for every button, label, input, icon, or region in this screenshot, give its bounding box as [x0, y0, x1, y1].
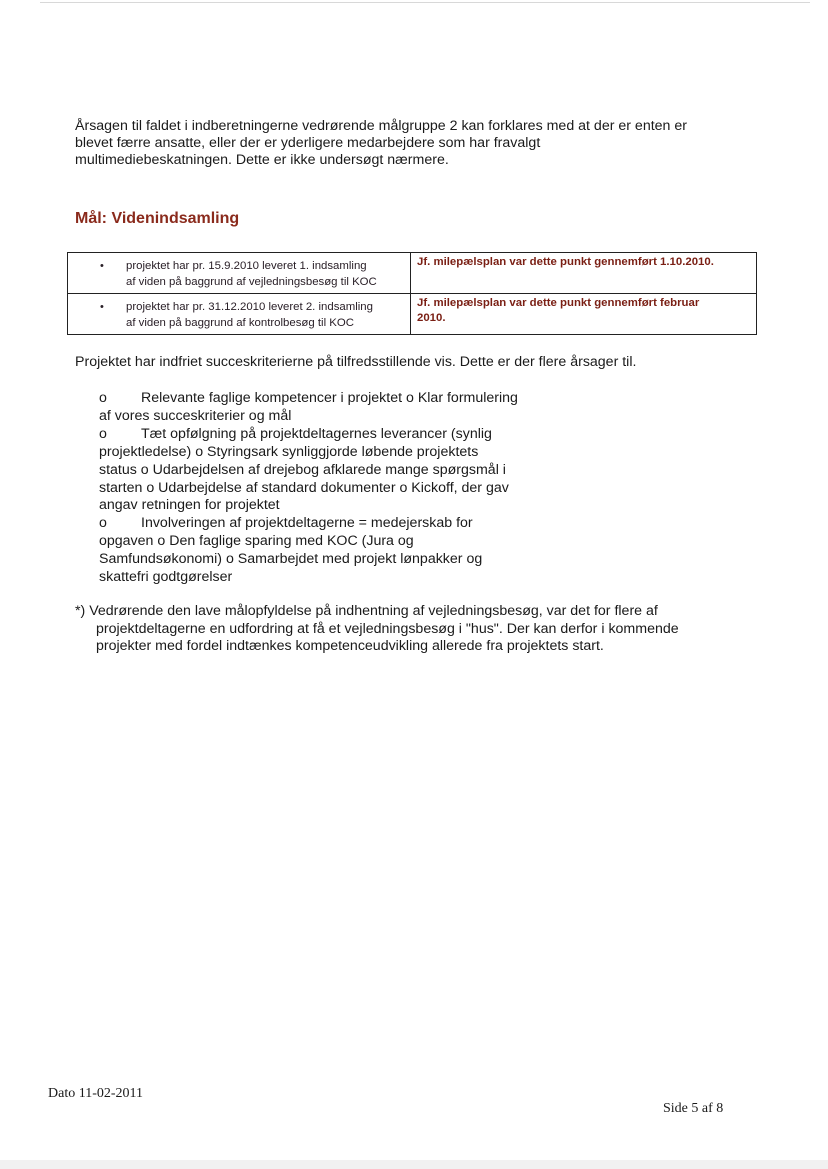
top-edge-line: [40, 2, 810, 3]
cell-text-line: projektet har pr. 31.12.2010 leveret 2. indsamling: [126, 301, 373, 313]
intro-line: Årsagen til faldet i indberetningerne vedrørende målgruppe 2 kan forklares med at der er enten er: [75, 118, 687, 134]
cell-text-line: Jf. milepælsplan var dette punkt gennemført 1.10.2010.: [417, 256, 714, 268]
list-marker: o: [99, 515, 107, 532]
list-line: [99, 569, 559, 587]
section-heading: Mål: Videnindsamling: [75, 210, 240, 227]
bullet-item: [68, 253, 410, 290]
intro-line: multimediebeskatningen. Dette er ikke undersøgt nærmere.: [75, 152, 449, 168]
footnote-line: projekter med fordel indtænkes kompetenceudvikling allerede fra projektets start.: [96, 638, 604, 654]
list-line-text: starten o Udarbejdelse af standard dokumenter o Kickoff, der gav: [99, 479, 509, 496]
list-line-text: Involveringen af projektdeltagerne = medejerskab for: [141, 515, 473, 532]
cell-text-line: Jf. milepælsplan var dette punkt gennemført februar: [417, 297, 700, 309]
list-line-text: skattefri godtgørelser: [99, 569, 233, 586]
list-line-text: Tæt opfølgning på projektdeltagernes leverancer (synlig: [141, 425, 492, 442]
footnote-line: projektdeltagerne en udfordring at få et vejledningsbesøg i "hus". Der kan derfor i kommende: [96, 620, 679, 637]
list-line: [99, 426, 559, 444]
footnote-line: *) Vedrørende den lave målopfyldelse på indhentning af vejledningsbesøg, var det for flere af: [75, 603, 658, 619]
list-line-text: angav retningen for projektet: [99, 497, 280, 514]
table-cell-delivery: [68, 294, 411, 335]
bullet-marker: •: [100, 260, 104, 272]
list-marker: o: [99, 425, 107, 442]
list-line-text: projektledelse) o Styringsark synliggjorde løbende projektets: [99, 443, 479, 460]
cell-text-line: 2010.: [417, 312, 446, 324]
list-line: [99, 390, 559, 408]
milestone-table: [67, 252, 757, 335]
cell-text-line: af viden på baggrund af vejledningsbesøg til KOC: [126, 276, 377, 288]
table-row: [68, 253, 757, 294]
table-row: [68, 294, 757, 335]
list-line-text: Samfundsøkonomi) o Samarbejdet med projekt lønpakker og: [99, 551, 483, 568]
bullet-item: [68, 294, 410, 331]
list-marker: o: [99, 390, 107, 406]
cell-text-line: projektet har pr. 15.9.2010 leveret 1. indsamling: [126, 260, 367, 272]
table-cell-milestone: [411, 294, 757, 335]
bullet-marker: •: [100, 301, 104, 313]
intro-paragraph: [75, 118, 755, 169]
list-line-text: Relevante faglige kompetencer i projektet o Klar formulering: [141, 390, 518, 406]
footer-date: Dato 11-02-2011: [48, 1086, 143, 1101]
footnote-paragraph: [75, 603, 755, 656]
list-line: [99, 533, 559, 551]
list-line: [99, 408, 559, 426]
table-cell-delivery: [68, 253, 411, 294]
intro-line: blevet færre ansatte, eller der er yderligere medarbejdere som har fravalgt: [75, 135, 541, 151]
success-factor-list: [99, 390, 559, 587]
list-line-text: status o Udarbejdelsen af drejebog afklarede mange spørgsmål i: [99, 461, 506, 478]
list-line-text: af vores succeskriterier og mål: [99, 407, 292, 424]
list-line: [99, 551, 559, 569]
list-line: [99, 515, 559, 533]
list-line-text: opgaven o Den faglige sparing med KOC (Jura og: [99, 533, 414, 550]
cell-text-line: af viden på baggrund af kontrolbesøg til KOC: [126, 317, 354, 329]
list-line: [99, 497, 559, 515]
list-line: [99, 462, 559, 480]
success-paragraph: Projektet har indfriet succeskriterierne på tilfredsstillende vis. Dette er der flere årsager til.: [75, 354, 637, 370]
bottom-edge-shadow: [0, 1160, 828, 1169]
list-line: [99, 444, 559, 462]
table-cell-milestone: [411, 253, 757, 294]
footer-page-number: Side 5 af 8: [663, 1101, 724, 1116]
list-line: [99, 480, 559, 498]
